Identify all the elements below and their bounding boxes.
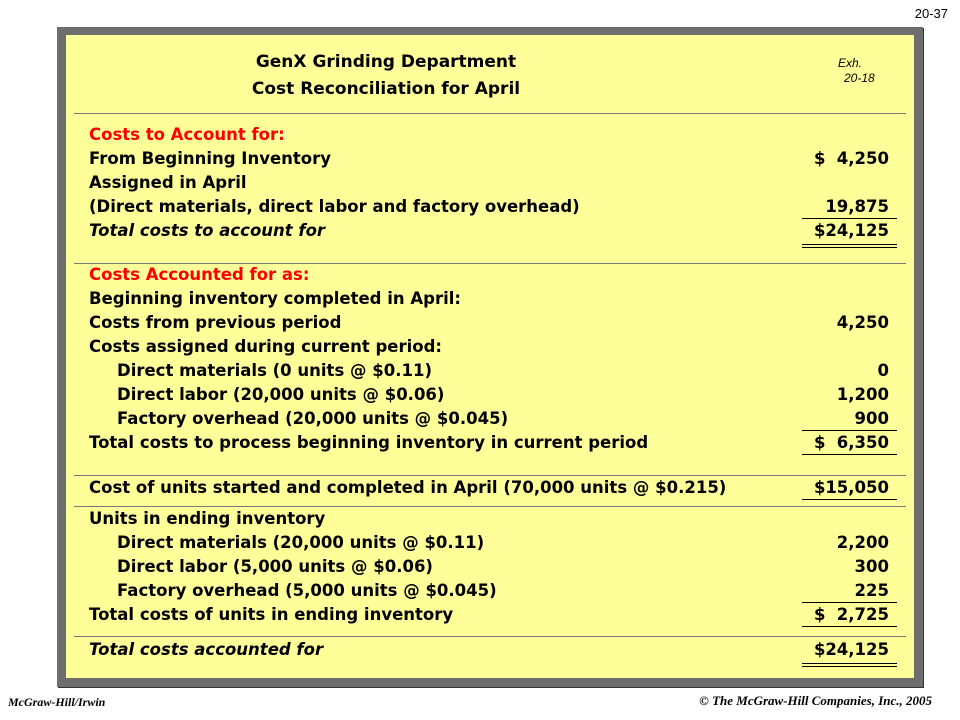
amount-value: 2,200	[836, 533, 889, 552]
reconciliation-rows	[66, 35, 914, 678]
row-beginning-completed	[89, 287, 894, 311]
row-amount	[802, 407, 897, 431]
amount-value: 300	[854, 557, 889, 576]
row-total-beginning-process	[89, 431, 894, 455]
exhibit-number: 20-18	[844, 71, 875, 85]
row-started-completed	[89, 476, 894, 500]
title-line-1: GenX Grinding Department	[255, 52, 517, 72]
row-total-accounted	[89, 638, 894, 662]
row-beginning-inventory	[89, 147, 894, 171]
currency-sign: $	[814, 149, 826, 168]
currency-sign: $	[814, 221, 826, 240]
row-assigned-detail	[89, 195, 894, 219]
row-end-factory-overhead	[89, 579, 894, 603]
row-amount	[802, 603, 897, 627]
row-label: Total costs of units in ending inventory	[89, 605, 454, 624]
title-line-2: Cost Reconciliation for April	[251, 79, 521, 99]
row-label: Costs from previous period	[89, 313, 342, 332]
currency-sign: $	[814, 605, 826, 624]
row-amount	[802, 476, 897, 500]
row-costs-accounted-heading	[89, 263, 894, 287]
row-amount	[802, 195, 897, 219]
amount-value: 0	[877, 361, 889, 380]
row-label: Cost of units started and completed in April (70,000 units @ $0.215)	[89, 478, 727, 497]
row-end-direct-labor	[89, 555, 894, 579]
amount-value: 15,050	[825, 478, 889, 497]
row-amount	[802, 555, 897, 579]
row-total-to-account	[89, 219, 894, 243]
row-amount	[802, 383, 897, 407]
row-ending-inventory-heading	[89, 507, 894, 531]
row-label: Total costs to account for	[89, 221, 326, 240]
amount-value: 1,200	[836, 385, 889, 404]
cost-reconciliation-panel	[66, 35, 914, 678]
amount-value: 4,250	[836, 313, 889, 332]
row-amount	[802, 311, 897, 335]
row-label: Direct labor (5,000 units @ $0.06)	[117, 557, 433, 576]
amount-value: 2,725	[836, 605, 889, 624]
exhibit-label: Exh.	[838, 56, 863, 70]
row-amount	[802, 219, 897, 243]
row-label: Beginning inventory completed in April:	[89, 289, 462, 308]
row-label: Factory overhead (20,000 units @ $0.045)	[117, 409, 509, 428]
amount-value: 900	[854, 409, 889, 428]
row-label: Total costs to process beginning inventory in current period	[89, 433, 649, 452]
row-total-ending-inventory	[89, 603, 894, 627]
row-beg-direct-labor	[89, 383, 894, 407]
amount-value: 24,125	[825, 221, 889, 240]
currency-sign: $	[814, 640, 826, 659]
copyright-notice: © The McGraw-Hill Companies, Inc., 2005	[699, 693, 932, 708]
row-label: Direct labor (20,000 units @ $0.06)	[117, 385, 445, 404]
exhibit-frame	[57, 27, 923, 687]
row-current-period-heading	[89, 335, 894, 359]
row-label: Costs Accounted for as:	[89, 265, 310, 284]
row-amount	[802, 531, 897, 555]
row-label: Assigned in April	[89, 173, 247, 192]
amount-value: 4,250	[836, 149, 889, 168]
currency-sign: $	[814, 478, 826, 497]
row-amount	[802, 431, 897, 455]
row-label: From Beginning Inventory	[89, 149, 332, 168]
publisher-name: McGraw-Hill/Irwin	[8, 695, 106, 709]
amount-value: 19,875	[825, 197, 889, 216]
currency-sign: $	[814, 433, 826, 452]
amount-value: 24,125	[825, 640, 889, 659]
row-label: (Direct materials, direct labor and factory overhead)	[89, 197, 580, 216]
row-assigned-in-april	[89, 171, 894, 195]
row-beg-factory-overhead	[89, 407, 894, 431]
row-label: Total costs accounted for	[89, 640, 324, 659]
amount-value: 225	[854, 581, 889, 600]
row-label: Costs assigned during current period:	[89, 337, 443, 356]
row-costs-to-account-heading	[89, 123, 894, 147]
row-label: Costs to Account for:	[89, 125, 285, 144]
row-end-direct-materials	[89, 531, 894, 555]
row-label: Units in ending inventory	[89, 509, 326, 528]
row-previous-period	[89, 311, 894, 335]
amount-value: 6,350	[836, 433, 889, 452]
row-amount	[802, 579, 897, 603]
row-amount	[802, 359, 897, 383]
row-amount	[802, 147, 897, 171]
row-label: Factory overhead (5,000 units @ $0.045)	[117, 581, 497, 600]
slide-number: 20-37	[914, 6, 948, 21]
row-label: Direct materials (0 units @ $0.11)	[117, 361, 432, 380]
row-amount	[802, 638, 897, 662]
row-label: Direct materials (20,000 units @ $0.11)	[117, 533, 485, 552]
row-beg-direct-materials	[89, 359, 894, 383]
